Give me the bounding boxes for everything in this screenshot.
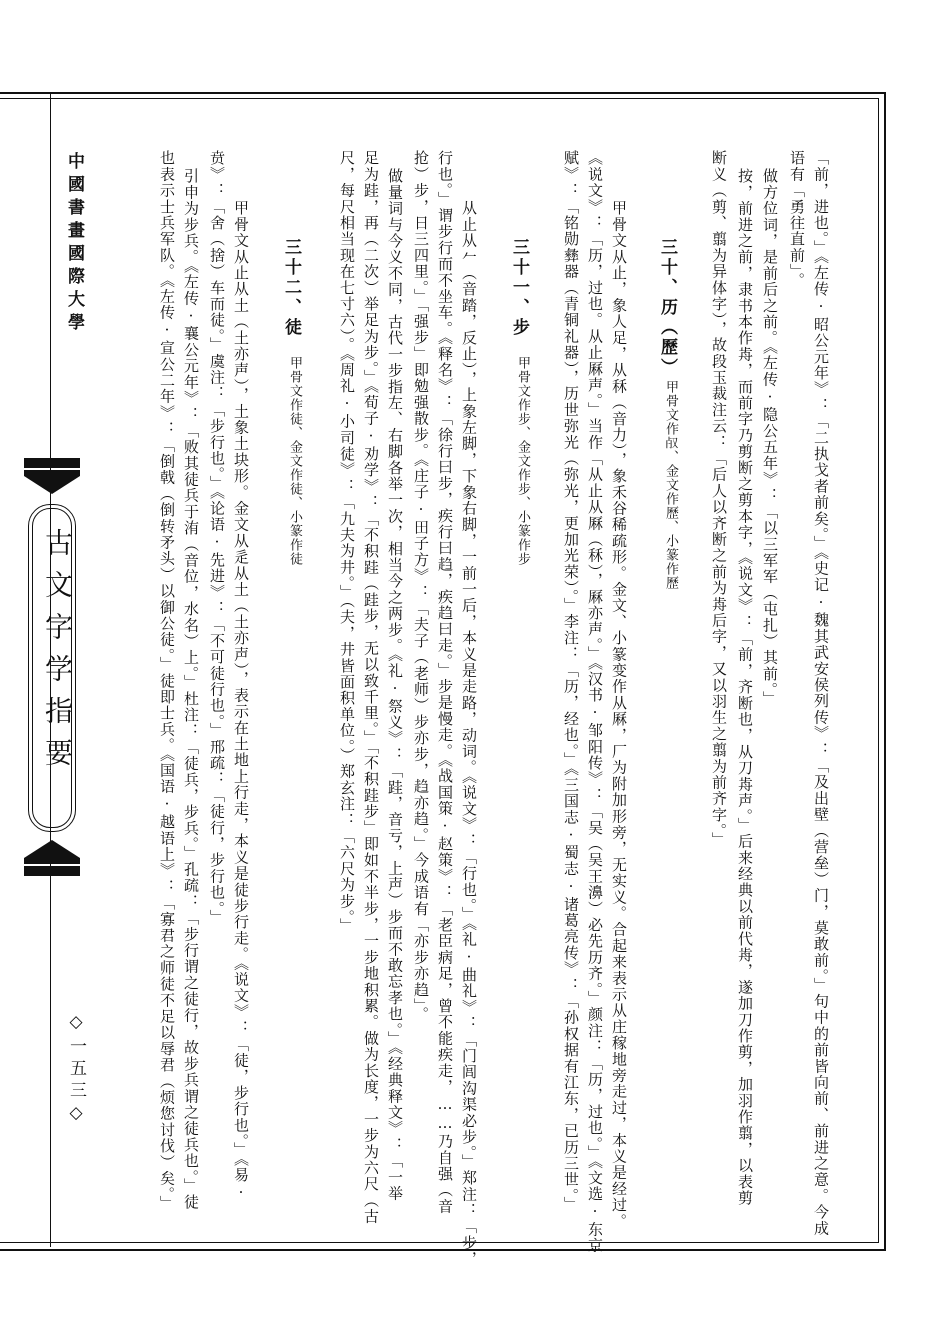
plaque-top-bar [24, 458, 80, 468]
seal-glyph: 步 [515, 552, 530, 566]
text-column-13: 足为跬，再（二次）举足为步。」《荀子·劝学》：「不积跬（跬步，无以致千里。」「不积跬步」即如不半步，一步地积累。做为长度，一步为六尺（古 [362, 150, 380, 1225]
text-column-7: 《说文》：「历，过也。从止厤声。」当作「从止从厤（秝），厤亦声。」《汉书·邹阳传》：「吴（吴王濞）必先历齐。」颜注：「历，过也。」《文选·东京 [586, 150, 604, 1254]
glyph-forms-label: 、小篆作 [663, 520, 678, 576]
glyph-forms-label: 甲骨文作 [663, 380, 678, 436]
bronze-glyph: 歷 [663, 506, 678, 520]
glyph-forms-label: 、金文作 [287, 426, 302, 482]
glyph-forms-label: 、金文作 [663, 450, 678, 506]
glyph-forms-label: 、金文作 [515, 426, 530, 482]
section-heading-31: 三十一、步 [509, 238, 529, 338]
glyph-forms-label: 甲骨文作 [287, 356, 302, 412]
plaque-bottom-bar [24, 866, 80, 876]
plaque-bottom-ornament [24, 838, 80, 864]
text-column-12: 做量词与今义不同，古代一步指左、右脚各举一次，相当今之两步。《礼·祭义》：「跬，音亏，上声）步而不敢忘孝也。」《经典释文》：「一举 [386, 168, 404, 1202]
bronze-glyph: 步 [515, 482, 530, 496]
glyph-forms-31 [512, 356, 533, 566]
text-column-9: 从止从𠂉（音踏，反止），上象左脚，下象右脚，一前一后，本义是走路，动词。《说文》：「行也。」《礼·曲礼》：「门闾沟渠必步。」郑注：「步， [460, 200, 478, 1268]
text-column-14: 尺，每尺相当现在七寸六）。《周礼·小司徒》：「九夫为井。」（夫，井皆面积单位。）郑玄注：「六尺为步。」 [338, 150, 356, 935]
glyph-forms-label: 、小篆作 [287, 496, 302, 552]
text-column-11: 抢）步，日三四里。」「强步」即勉强散步。《庄子·田子方》：「夫子（老师）步亦步，趋亦趋。」今成语有「亦步亦趋」。 [412, 150, 430, 1023]
seal-glyph: 歷 [663, 576, 678, 590]
bronze-glyph: 徒 [287, 482, 302, 496]
text-column-5: 断义（剪、翦为异体字），故段玉裁注云：「后人以齐断之前为歬后字，又以羽生之翦为前齐字。」 [710, 150, 728, 848]
glyph-forms-label: 、小篆作 [515, 496, 530, 552]
book-title-plaque [24, 458, 80, 876]
text-column-15: 甲骨文从止从土（土亦声），土象土块形。金文从辵从土（土亦声），表示在土地上行走，本义是徒步行走。《说文》：「徒，步行也。」《易· [232, 200, 250, 1203]
oracle-bone-glyph: 步 [515, 412, 530, 426]
glyph-forms-32 [284, 356, 305, 566]
text-column-16: 贲》：「舍（捨）车而徒。」虞注：「步行也。」《论语·先进》：「不可徒行也。」邢疏：「徒行，步行也。」 [208, 150, 226, 926]
text-column-17: 引申为步兵。《左传·襄公元年》：「败其徒兵于洧（音位，水名）上。」杜注：「徒兵，步兵。」孔疏：「步行谓之徒行，故步兵谓之徒兵也。」徒 [182, 168, 200, 1211]
oracle-bone-glyph: 𣦻 [663, 436, 678, 450]
page-number: ◇一五三◇ [66, 1012, 86, 1128]
text-column-10: 行也。」谓步行而不坐车。《释名》：「徐行曰步，疾行曰趋，疾趋曰走。」步是慢走。《战国策·赵策》：「老臣病足，曾不能疾走，……乃自强（音 [436, 150, 454, 1215]
text-column-3: 做方位词，是前后之前。《左传·隐公五年》：「以三军军（屯扎）其前。」 [761, 168, 779, 707]
text-column-8: 赋》：「铭勋彝器（青铜礼器），历世弥光（弥光，更加光荣）。」李注：「历，经也。」《三国志·蜀志·诸葛亮传》：「孙权据有江东，已历三世。」 [562, 150, 580, 1213]
oracle-bone-glyph: 徒 [287, 412, 302, 426]
text-column-6: 甲骨文从止，象人足，从秝（音力），象禾谷稀疏形。金文、小篆变作从厤，厂为附加形旁，无实义。合起来表示从庄稼地旁走过，本义是经过。 [610, 200, 628, 1230]
text-column-4: 按，前进之前，隶书本作歬，而前字乃剪断之剪本字，《说文》：「前，齐断也，从刀歬声。」后来经典以前代歬，遂加刀作剪，加羽作翦，以表剪 [736, 168, 754, 1206]
glyph-forms-30 [660, 380, 681, 590]
text-column-1: 「前，进也。」《左传·昭公元年》：「二执戈者前矣。」《史记·魏其武安侯列传》：「及出壁（营垒）门，莫敢前。」句中的前皆向前、前进之意。今成 [812, 150, 830, 1237]
book-title: 古文字学指要 [41, 528, 74, 780]
glyph-forms-label: 甲骨文作 [515, 356, 530, 412]
plaque-top-ornament [24, 470, 80, 496]
text-column-2: 语有「勇往直前」。 [788, 150, 806, 289]
section-heading-30: 三十、历（歷） [657, 238, 677, 378]
section-heading-32: 三十二、徒 [281, 238, 301, 338]
seal-glyph: 徒 [287, 552, 302, 566]
text-column-18: 也表示士兵军队。《左传·宣公二年》：「倒戟（倒转矛头）以御公徒。」徒即士兵。《国语·越语上》：「寡君之师徒不足以辱君（烦您讨伐）矣。」 [158, 150, 176, 1212]
university-name: 中國書畫國際大學 [64, 152, 84, 336]
